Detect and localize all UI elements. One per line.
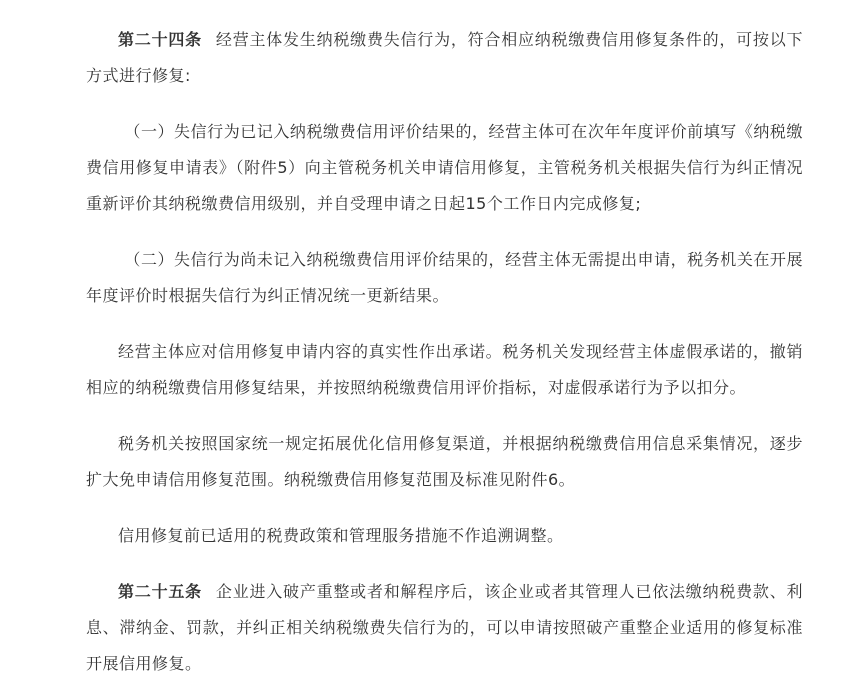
item-2-paragraph: （二）失信行为尚未记入纳税缴费信用评价结果的，经营主体无需提出申请，税务机关在开展年度评价时根据失信行为纠正情况统一更新结果。 [86,250,803,305]
article-25-text: 企业进入破产重整或者和解程序后，该企业或者其管理人已依法缴纳税费款、利息、滞纳金、罚款，并纠正相关纳税缴费失信行为的，可以申请按照破产重整企业适用的修复标准开展信用修复。 [86,582,803,673]
article-24-paragraph [86,22,803,94]
no-retroactive-paragraph: 信用修复前已适用的税费政策和管理服务措施不作追溯调整。 [118,526,564,545]
article-25-number: 第二十五条 [118,582,202,601]
item-1-paragraph: （一）失信行为已记入纳税缴费信用评价结果的，经营主体可在次年年度评价前填写《纳税缴费信用修复申请表》（附件5）向主管税务机关申请信用修复，主管税务机关根据失信行为纠正情况重新评价其纳税缴费信用级别，并自受理申请之日起15个工作日内完成修复; [86,122,803,213]
article-25-paragraph [86,574,803,682]
commitment-paragraph: 经营主体应对信用修复申请内容的真实性作出承诺。税务机关发现经营主体虚假承诺的，撤销相应的纳税缴费信用修复结果，并按照纳税缴费信用评价指标，对虚假承诺行为予以扣分。 [86,342,803,397]
scope-paragraph: 税务机关按照国家统一规定拓展优化信用修复渠道，并根据纳税缴费信用信息采集情况，逐步扩大免申请信用修复范围。纳税缴费信用修复范围及标准见附件6。 [86,434,803,489]
article-24-text: 经营主体发生纳税缴费失信行为，符合相应纳税缴费信用修复条件的，可按以下方式进行修复: [86,30,803,85]
article-24-number: 第二十四条 [118,30,202,49]
